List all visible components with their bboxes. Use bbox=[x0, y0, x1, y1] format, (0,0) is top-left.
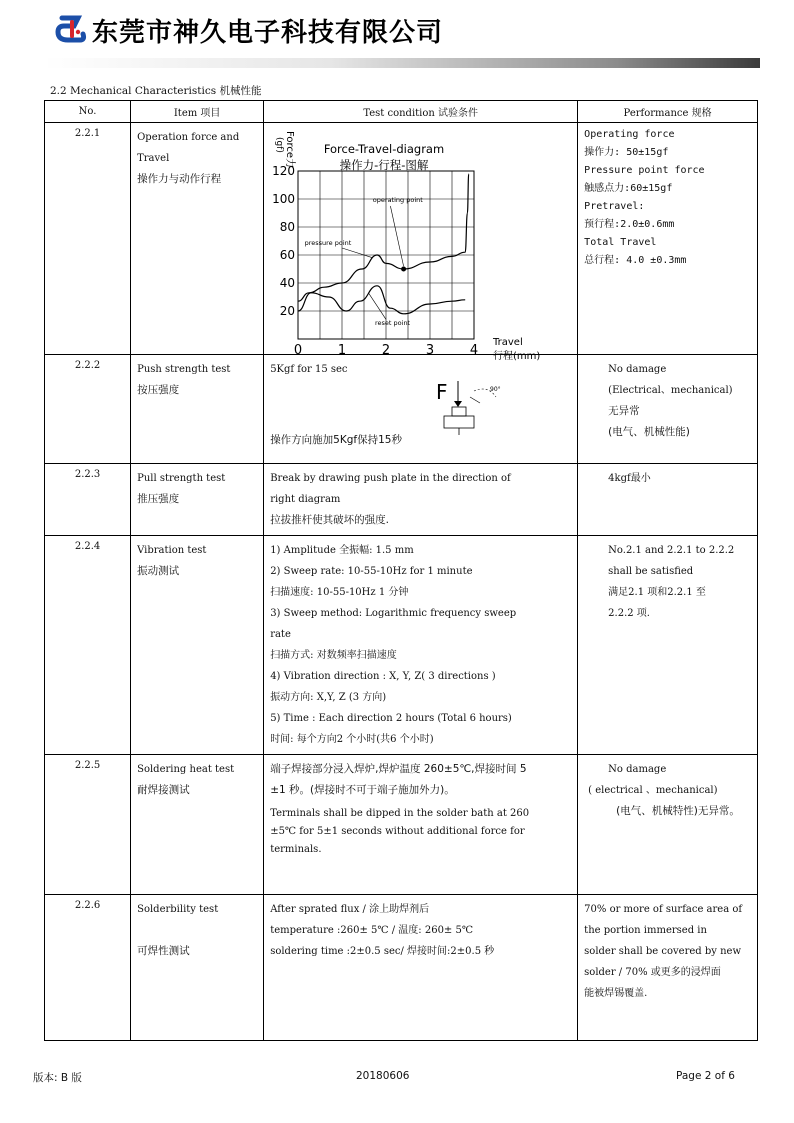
condition-text: 端子焊接部分浸入焊炉,焊炉温度 260±5℃,焊接时间 5 bbox=[270, 763, 527, 775]
spec-text: No damage bbox=[608, 764, 667, 775]
spec-text: shall be satisfied bbox=[608, 566, 694, 577]
performance-cell bbox=[578, 536, 758, 755]
spec-text: 无异常 bbox=[608, 405, 640, 417]
item-cell bbox=[131, 536, 264, 755]
item-cell bbox=[131, 123, 264, 355]
spec-text: Pressure point force bbox=[584, 165, 705, 176]
force-travel-chart bbox=[264, 123, 576, 362]
condition-text: 操作方向施加5Kgf保持15秒 bbox=[270, 434, 402, 446]
condition-text: 1) Amplitude 全振幅: 1.5 mm bbox=[270, 545, 414, 556]
condition-text: 扫描速度: 10-55-10Hz 1 分钟 bbox=[270, 587, 409, 598]
item-text: 按压强度 bbox=[137, 384, 180, 396]
condition-text: 扫描方式: 对数频率扫描速度 bbox=[270, 650, 397, 661]
condition-text: terminals. bbox=[270, 844, 322, 855]
spec-text: Pretravel: bbox=[584, 201, 645, 212]
condition-text: right diagram bbox=[270, 494, 341, 505]
spec-text: (电气、机械特性)无异常。 bbox=[616, 805, 740, 817]
annotation-label: pressure point bbox=[304, 239, 352, 248]
condition-text: After sprated flux / 涂上助焊剂后 bbox=[270, 904, 430, 915]
spec-text: 触感点力:60±15gf bbox=[584, 183, 673, 194]
chart-title: Force-Travel-diagram bbox=[324, 142, 445, 156]
footer-date: 20180606 bbox=[356, 1070, 410, 1082]
company-name: 东莞市神久电子科技有限公司 bbox=[92, 18, 444, 48]
footer-page: Page 2 of 6 bbox=[676, 1070, 735, 1082]
annotation-label: reset point bbox=[375, 319, 411, 327]
item-cell bbox=[131, 755, 264, 895]
spec-text: No damage bbox=[608, 364, 667, 375]
spec-text: 4kgf最小 bbox=[608, 473, 651, 484]
x-tick-label: 3 bbox=[426, 343, 435, 358]
item-text: Operation force and bbox=[137, 132, 240, 143]
table-row bbox=[45, 755, 758, 895]
svg-text:90°: 90° bbox=[490, 386, 501, 393]
row-number: 2.2.2 bbox=[45, 355, 131, 464]
annotation-label: operating point bbox=[372, 195, 424, 204]
x-axis-label: 行程(mm) bbox=[493, 351, 541, 362]
item-text: 推压强度 bbox=[137, 493, 180, 505]
series-line bbox=[298, 174, 469, 301]
table-row bbox=[45, 123, 758, 355]
item-text: Pull strength test bbox=[137, 473, 226, 484]
y-axis-label: Force力 bbox=[284, 131, 296, 169]
spec-text: (Electrical、mechanical) bbox=[608, 385, 733, 396]
x-tick-label: 0 bbox=[294, 343, 303, 358]
item-text: Push strength test bbox=[137, 364, 231, 375]
condition-text: 时间: 每个方向2 个小时(共6 个小时) bbox=[270, 734, 434, 745]
spec-text: Operating force bbox=[584, 129, 675, 140]
row-number: 2.2.1 bbox=[45, 123, 131, 355]
y-tick-label: 100 bbox=[272, 192, 296, 206]
item-text: 操作力与动作行程 bbox=[137, 173, 222, 185]
col-header-condition: Test condition 试验条件 bbox=[264, 101, 578, 123]
item-text: Soldering heat test bbox=[137, 764, 235, 775]
condition-text: ±5℃ for 5±1 seconds without additional force for bbox=[270, 826, 525, 837]
condition-text: 5) Time : Each direction 2 hours (Total 6 hours) bbox=[270, 713, 512, 724]
condition-text: 4) Vibration direction : X, Y, Z( 3 directions ) bbox=[270, 671, 496, 682]
condition-text: 5Kgf for 15 sec bbox=[270, 364, 348, 375]
performance-cell bbox=[578, 464, 758, 536]
row-number: 2.2.6 bbox=[45, 895, 131, 1041]
series-line bbox=[298, 286, 465, 314]
push-force-diagram-icon bbox=[434, 377, 524, 439]
item-text: Vibration test bbox=[137, 545, 207, 556]
table-row bbox=[45, 355, 758, 464]
y-tick-label: 40 bbox=[279, 276, 296, 290]
condition-text: 拉拔推杆使其破坏的强度. bbox=[270, 514, 390, 526]
spec-text: 满足2.1 项和2.2.1 至 bbox=[608, 587, 706, 598]
spec-table bbox=[44, 100, 758, 1041]
spec-text: 70% or more of surface area of bbox=[584, 904, 743, 915]
condition-cell bbox=[264, 536, 578, 755]
header-rule bbox=[44, 58, 760, 68]
condition-cell bbox=[264, 895, 578, 1041]
y-tick-label: 60 bbox=[279, 248, 296, 262]
condition-text: temperature :260± 5℃ / 温度: 260± 5℃ bbox=[270, 925, 474, 936]
y-tick-label: 80 bbox=[279, 220, 296, 234]
condition-text: Break by drawing push plate in the direction of bbox=[270, 473, 511, 484]
condition-cell bbox=[264, 355, 578, 464]
condition-cell bbox=[264, 755, 578, 895]
y-axis-label: (gf) bbox=[274, 137, 285, 153]
operating-point-marker bbox=[401, 267, 406, 272]
spec-text: (电气、机械性能) bbox=[608, 426, 690, 438]
spec-text: 预行程:2.0±0.6mm bbox=[584, 219, 675, 230]
spec-text: 2.2.2 项. bbox=[608, 608, 650, 619]
item-cell bbox=[131, 464, 264, 536]
page-header bbox=[44, 8, 764, 48]
condition-text: 2) Sweep rate: 10-55-10Hz for 1 minute bbox=[270, 566, 473, 577]
row-number: 2.2.3 bbox=[45, 464, 131, 536]
section-title: 2.2 Mechanical Characteristics 机械性能 bbox=[50, 85, 262, 97]
x-tick-label: 4 bbox=[470, 343, 479, 358]
performance-cell bbox=[578, 755, 758, 895]
footer-version: 版本: B 版 bbox=[33, 1072, 82, 1084]
item-text: 耐焊接测试 bbox=[137, 784, 190, 796]
col-header-item: Item 项目 bbox=[131, 101, 264, 123]
annotation-leader bbox=[391, 206, 404, 266]
item-cell bbox=[131, 355, 264, 464]
company-logo-icon bbox=[52, 12, 88, 48]
table-header-row bbox=[45, 101, 758, 123]
condition-cell bbox=[264, 464, 578, 536]
condition-text: soldering time :2±0.5 sec/ 焊接时间:2±0.5 秒 bbox=[270, 946, 495, 957]
y-tick-label: 20 bbox=[279, 304, 296, 318]
condition-cell bbox=[264, 123, 578, 362]
condition-text: Terminals shall be dipped in the solder bath at 260 bbox=[270, 808, 530, 819]
performance-cell bbox=[578, 123, 758, 355]
table-row bbox=[45, 464, 758, 536]
item-cell bbox=[131, 895, 264, 1041]
spec-text: 能被焊锡覆盖. bbox=[584, 988, 648, 999]
table-row bbox=[45, 536, 758, 755]
x-axis-label: Travel bbox=[493, 337, 523, 348]
spec-text: solder shall be covered by new bbox=[584, 946, 742, 957]
spec-text: ( electrical 、mechanical) bbox=[588, 785, 718, 796]
performance-cell bbox=[578, 355, 758, 464]
spec-text: 总行程: 4.0 ±0.3mm bbox=[584, 255, 687, 266]
item-text: 振动测试 bbox=[137, 565, 180, 577]
x-tick-label: 2 bbox=[382, 343, 391, 358]
spec-text: the portion immersed in bbox=[584, 925, 707, 936]
svg-text:F: F bbox=[436, 380, 448, 404]
condition-text: 3) Sweep method: Logarithmic frequency sweep bbox=[270, 608, 517, 619]
chart-subtitle: 操作力-行程-图解 bbox=[339, 158, 429, 172]
row-number: 2.2.5 bbox=[45, 755, 131, 895]
performance-cell bbox=[578, 895, 758, 1041]
spec-text: Total Travel bbox=[584, 237, 657, 248]
condition-text: 振动方向: X,Y, Z (3 方向) bbox=[270, 692, 387, 703]
row-number: 2.2.4 bbox=[45, 536, 131, 755]
spec-text: No.2.1 and 2.2.1 to 2.2.2 bbox=[608, 545, 735, 556]
spec-text: 操作力: 50±15gf bbox=[584, 147, 669, 158]
col-header-no: No. bbox=[45, 101, 131, 123]
col-header-performance: Performance 规格 bbox=[578, 101, 758, 123]
x-tick-label: 1 bbox=[338, 343, 347, 358]
item-text: Travel bbox=[137, 153, 170, 164]
item-text: Solderbility test bbox=[137, 904, 219, 915]
spec-text: solder / 70% 或更多的浸焊面 bbox=[584, 967, 721, 978]
y-tick-label: 120 bbox=[272, 164, 296, 178]
table-row bbox=[45, 895, 758, 1041]
annotation-leader bbox=[342, 248, 373, 258]
item-text: 可焊性测试 bbox=[137, 945, 190, 957]
condition-text: ±1 秒。(焊接时不可于端子施加外力)。 bbox=[270, 784, 455, 796]
condition-text: rate bbox=[270, 629, 291, 640]
